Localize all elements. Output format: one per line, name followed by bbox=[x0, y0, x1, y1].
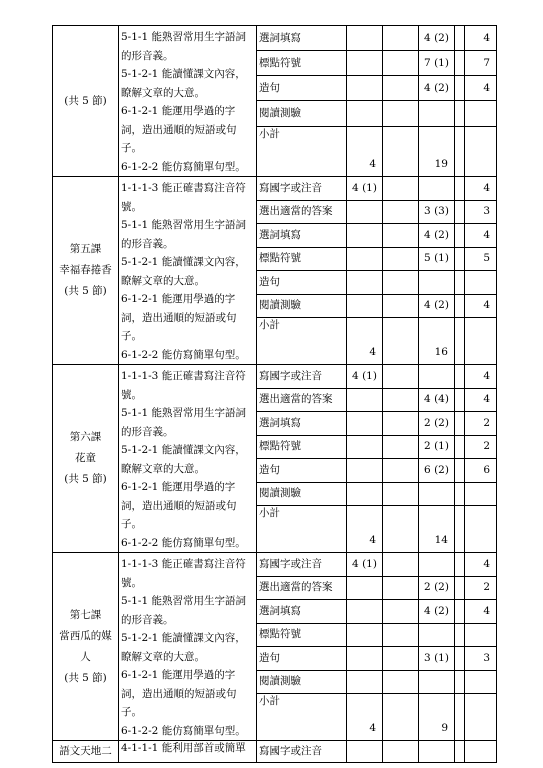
count-cell bbox=[347, 459, 383, 483]
lesson-line: (共 5 節) bbox=[64, 473, 107, 485]
item-cell: 選出適當的答案 bbox=[257, 576, 347, 600]
total-cell bbox=[465, 482, 497, 506]
count-cell bbox=[347, 670, 383, 694]
objectives-cell: 1-1-1-3 能正確書寫注音符號。 5-1-1 能熟習常用生字語詞的形音義。 5-1-2-1 能讀懂課文內容，瞭解文章的大意。 6-1-2-1 能運用學過的字詞，造出通順的短語或句子。 6-1-2-2 能仿寫簡單句型。 bbox=[119, 365, 257, 553]
total-cell: 4 bbox=[465, 26, 497, 51]
count-cell bbox=[455, 647, 465, 671]
count-cell bbox=[347, 576, 383, 600]
count-cell: 6 (2) bbox=[419, 459, 455, 483]
item-cell: 造句 bbox=[257, 271, 347, 295]
count-cell bbox=[383, 670, 419, 694]
subtotal-label: 小計 bbox=[257, 506, 347, 553]
count-cell bbox=[383, 76, 419, 101]
item-cell: 造句 bbox=[257, 647, 347, 671]
assessment-table bbox=[52, 25, 497, 763]
subtotal-value: 4 bbox=[347, 506, 383, 553]
lesson-cell bbox=[53, 26, 119, 177]
total-cell: 4 bbox=[465, 388, 497, 412]
count-cell: 5 (1) bbox=[419, 247, 455, 271]
count-cell bbox=[347, 647, 383, 671]
count-cell bbox=[419, 101, 455, 126]
table-row bbox=[53, 553, 497, 577]
lesson-line: 第七課 bbox=[69, 608, 102, 621]
count-cell: 4 (1) bbox=[347, 365, 383, 389]
count-cell bbox=[383, 482, 419, 506]
count-cell bbox=[347, 741, 383, 763]
count-cell bbox=[419, 271, 455, 295]
item-cell: 造句 bbox=[257, 459, 347, 483]
count-cell bbox=[419, 741, 455, 763]
item-cell: 寫國字或注音 bbox=[257, 177, 347, 201]
count-cell bbox=[383, 365, 419, 389]
subtotal-value bbox=[465, 506, 497, 553]
subtotal-value bbox=[383, 318, 419, 365]
subtotal-value: 14 bbox=[419, 506, 455, 553]
subtotal-label: 小計 bbox=[257, 126, 347, 176]
subtotal-value bbox=[455, 506, 465, 553]
count-cell bbox=[419, 177, 455, 201]
item-cell: 選詞填寫 bbox=[257, 224, 347, 248]
count-cell: 4 (2) bbox=[419, 224, 455, 248]
item-cell: 選出適當的答案 bbox=[257, 388, 347, 412]
subtotal-label: 小計 bbox=[257, 694, 347, 741]
count-cell bbox=[465, 741, 497, 763]
count-cell: 2 (1) bbox=[419, 435, 455, 459]
count-cell bbox=[347, 101, 383, 126]
count-cell bbox=[383, 741, 419, 763]
lesson-line: 幸福春捲香 bbox=[59, 264, 112, 276]
subtotal-label: 小計 bbox=[257, 318, 347, 365]
item-cell: 寫國字或注音 bbox=[257, 553, 347, 577]
count-cell bbox=[455, 200, 465, 224]
count-cell bbox=[383, 200, 419, 224]
lesson-cell bbox=[53, 365, 119, 553]
count-cell bbox=[455, 459, 465, 483]
count-cell: 4 (1) bbox=[347, 553, 383, 577]
total-cell bbox=[465, 101, 497, 126]
subtotal-value bbox=[465, 318, 497, 365]
count-cell: 3 (1) bbox=[419, 647, 455, 671]
total-cell bbox=[465, 623, 497, 647]
total-cell: 7 bbox=[465, 51, 497, 76]
lesson-cell bbox=[53, 553, 119, 741]
count-cell bbox=[419, 482, 455, 506]
subtotal-value bbox=[383, 694, 419, 741]
count-cell bbox=[419, 623, 455, 647]
lesson-line: (共 5 節) bbox=[64, 94, 107, 107]
count-cell bbox=[455, 600, 465, 624]
count-cell bbox=[383, 26, 419, 51]
lesson-line: (共 5 節) bbox=[64, 285, 107, 297]
count-cell: 4 (2) bbox=[419, 600, 455, 624]
count-cell bbox=[455, 670, 465, 694]
objectives-cell: 1-1-1-3 能正確書寫注音符號。 5-1-1 能熟習常用生字語詞的形音義。 5-1-2-1 能讀懂課文內容，瞭解文章的大意。 6-1-2-1 能運用學過的字詞，造出通順的短語或句子。 6-1-2-2 能仿寫簡單句型。 bbox=[119, 553, 257, 741]
lesson-line: 第五課 bbox=[69, 243, 102, 255]
subtotal-value bbox=[455, 318, 465, 365]
total-cell: 4 bbox=[465, 600, 497, 624]
count-cell bbox=[383, 247, 419, 271]
count-cell: 4 (2) bbox=[419, 294, 455, 318]
total-cell: 3 bbox=[465, 200, 497, 224]
count-cell bbox=[383, 271, 419, 295]
lesson-line: 當西瓜的媒人 bbox=[59, 629, 112, 663]
count-cell bbox=[455, 623, 465, 647]
count-cell bbox=[383, 553, 419, 577]
count-cell bbox=[347, 623, 383, 647]
total-cell: 4 bbox=[465, 177, 497, 201]
table-row bbox=[53, 177, 497, 201]
lesson-line: 第六課 bbox=[69, 431, 102, 443]
table-row bbox=[53, 365, 497, 389]
count-cell bbox=[347, 294, 383, 318]
subtotal-value: 4 bbox=[347, 694, 383, 741]
subtotal-value: 4 bbox=[347, 318, 383, 365]
lesson-line: (共 5 節) bbox=[64, 671, 107, 684]
item-cell: 閱讀測驗 bbox=[257, 670, 347, 694]
count-cell: 2 (2) bbox=[419, 576, 455, 600]
count-cell bbox=[347, 26, 383, 51]
count-cell bbox=[383, 101, 419, 126]
subtotal-value bbox=[465, 126, 497, 176]
count-cell bbox=[383, 623, 419, 647]
item-cell: 閱讀測驗 bbox=[257, 482, 347, 506]
count-cell bbox=[383, 51, 419, 76]
item-cell: 寫國字或注音 bbox=[257, 365, 347, 389]
count-cell: 4 (2) bbox=[419, 26, 455, 51]
total-cell: 3 bbox=[465, 647, 497, 671]
subtotal-value bbox=[455, 126, 465, 176]
count-cell bbox=[455, 101, 465, 126]
total-cell: 4 bbox=[465, 294, 497, 318]
count-cell bbox=[347, 600, 383, 624]
count-cell bbox=[455, 247, 465, 271]
item-cell: 造句 bbox=[257, 76, 347, 101]
count-cell bbox=[455, 224, 465, 248]
count-cell bbox=[383, 177, 419, 201]
total-cell: 4 bbox=[465, 553, 497, 577]
count-cell: 4 (2) bbox=[419, 76, 455, 101]
count-cell bbox=[383, 647, 419, 671]
count-cell bbox=[347, 271, 383, 295]
lesson-cell bbox=[53, 177, 119, 365]
total-cell: 4 bbox=[465, 76, 497, 101]
item-cell: 選出適當的答案 bbox=[257, 200, 347, 224]
total-cell bbox=[465, 670, 497, 694]
subtotal-value bbox=[465, 694, 497, 741]
subtotal-value: 16 bbox=[419, 318, 455, 365]
objectives-cell: 4-1-1-1 能利用部首或簡單 bbox=[119, 741, 257, 763]
subtotal-value bbox=[383, 506, 419, 553]
item-cell: 閱讀測驗 bbox=[257, 294, 347, 318]
count-cell bbox=[347, 482, 383, 506]
total-cell: 6 bbox=[465, 459, 497, 483]
count-cell: 2 (2) bbox=[419, 412, 455, 436]
item-cell: 標點符號 bbox=[257, 435, 347, 459]
count-cell bbox=[347, 224, 383, 248]
item-cell: 閱讀測驗 bbox=[257, 101, 347, 126]
count-cell bbox=[347, 200, 383, 224]
table-row bbox=[53, 741, 497, 763]
count-cell bbox=[455, 741, 465, 763]
count-cell bbox=[347, 388, 383, 412]
objectives-cell: 5-1-1 能熟習常用生字語詞的形音義。 5-1-2-1 能讀懂課文內容，瞭解文章的大意。 6-1-2-1 能運用學過的字詞，造出通順的短語或句子。 6-1-2-2 能仿寫簡單句型。 bbox=[119, 26, 257, 177]
count-cell bbox=[419, 670, 455, 694]
total-cell: 2 bbox=[465, 412, 497, 436]
count-cell bbox=[383, 388, 419, 412]
count-cell bbox=[455, 76, 465, 101]
subtotal-value: 19 bbox=[419, 126, 455, 176]
count-cell bbox=[347, 51, 383, 76]
subtotal-value: 9 bbox=[419, 694, 455, 741]
subtotal-value bbox=[455, 694, 465, 741]
total-cell: 5 bbox=[465, 247, 497, 271]
count-cell bbox=[383, 435, 419, 459]
count-cell: 3 (3) bbox=[419, 200, 455, 224]
count-cell bbox=[347, 435, 383, 459]
count-cell bbox=[455, 177, 465, 201]
lesson-cell: 語文天地二 bbox=[53, 741, 119, 763]
count-cell bbox=[383, 576, 419, 600]
count-cell bbox=[455, 553, 465, 577]
count-cell bbox=[347, 247, 383, 271]
count-cell bbox=[455, 26, 465, 51]
count-cell bbox=[455, 51, 465, 76]
item-cell: 標點符號 bbox=[257, 51, 347, 76]
count-cell: 7 (1) bbox=[419, 51, 455, 76]
lesson-line: 花童 bbox=[75, 452, 96, 464]
total-cell: 2 bbox=[465, 435, 497, 459]
table-row bbox=[53, 26, 497, 51]
count-cell bbox=[455, 412, 465, 436]
count-cell bbox=[455, 435, 465, 459]
count-cell bbox=[383, 459, 419, 483]
count-cell bbox=[455, 294, 465, 318]
item-cell: 選詞填寫 bbox=[257, 600, 347, 624]
count-cell bbox=[383, 412, 419, 436]
subtotal-value bbox=[383, 126, 419, 176]
item-cell: 選詞填寫 bbox=[257, 26, 347, 51]
count-cell bbox=[455, 388, 465, 412]
total-cell: 4 bbox=[465, 224, 497, 248]
subtotal-value: 4 bbox=[347, 126, 383, 176]
total-cell bbox=[465, 271, 497, 295]
count-cell bbox=[419, 365, 455, 389]
count-cell: 4 (1) bbox=[347, 177, 383, 201]
count-cell bbox=[347, 412, 383, 436]
item-cell: 標點符號 bbox=[257, 247, 347, 271]
count-cell bbox=[455, 576, 465, 600]
total-cell: 4 bbox=[465, 365, 497, 389]
item-cell: 寫國字或注音 bbox=[257, 741, 347, 763]
count-cell bbox=[383, 224, 419, 248]
count-cell bbox=[455, 365, 465, 389]
count-cell bbox=[383, 294, 419, 318]
count-cell bbox=[347, 76, 383, 101]
count-cell: 4 (4) bbox=[419, 388, 455, 412]
item-cell: 標點符號 bbox=[257, 623, 347, 647]
total-cell: 2 bbox=[465, 576, 497, 600]
count-cell bbox=[419, 553, 455, 577]
count-cell bbox=[455, 482, 465, 506]
objectives-cell: 1-1-1-3 能正確書寫注音符號。 5-1-1 能熟習常用生字語詞的形音義。 5-1-2-1 能讀懂課文內容，瞭解文章的大意。 6-1-2-1 能運用學過的字詞，造出通順的短語或句子。 6-1-2-2 能仿寫簡單句型。 bbox=[119, 177, 257, 365]
item-cell: 選詞填寫 bbox=[257, 412, 347, 436]
count-cell bbox=[455, 271, 465, 295]
count-cell bbox=[383, 600, 419, 624]
